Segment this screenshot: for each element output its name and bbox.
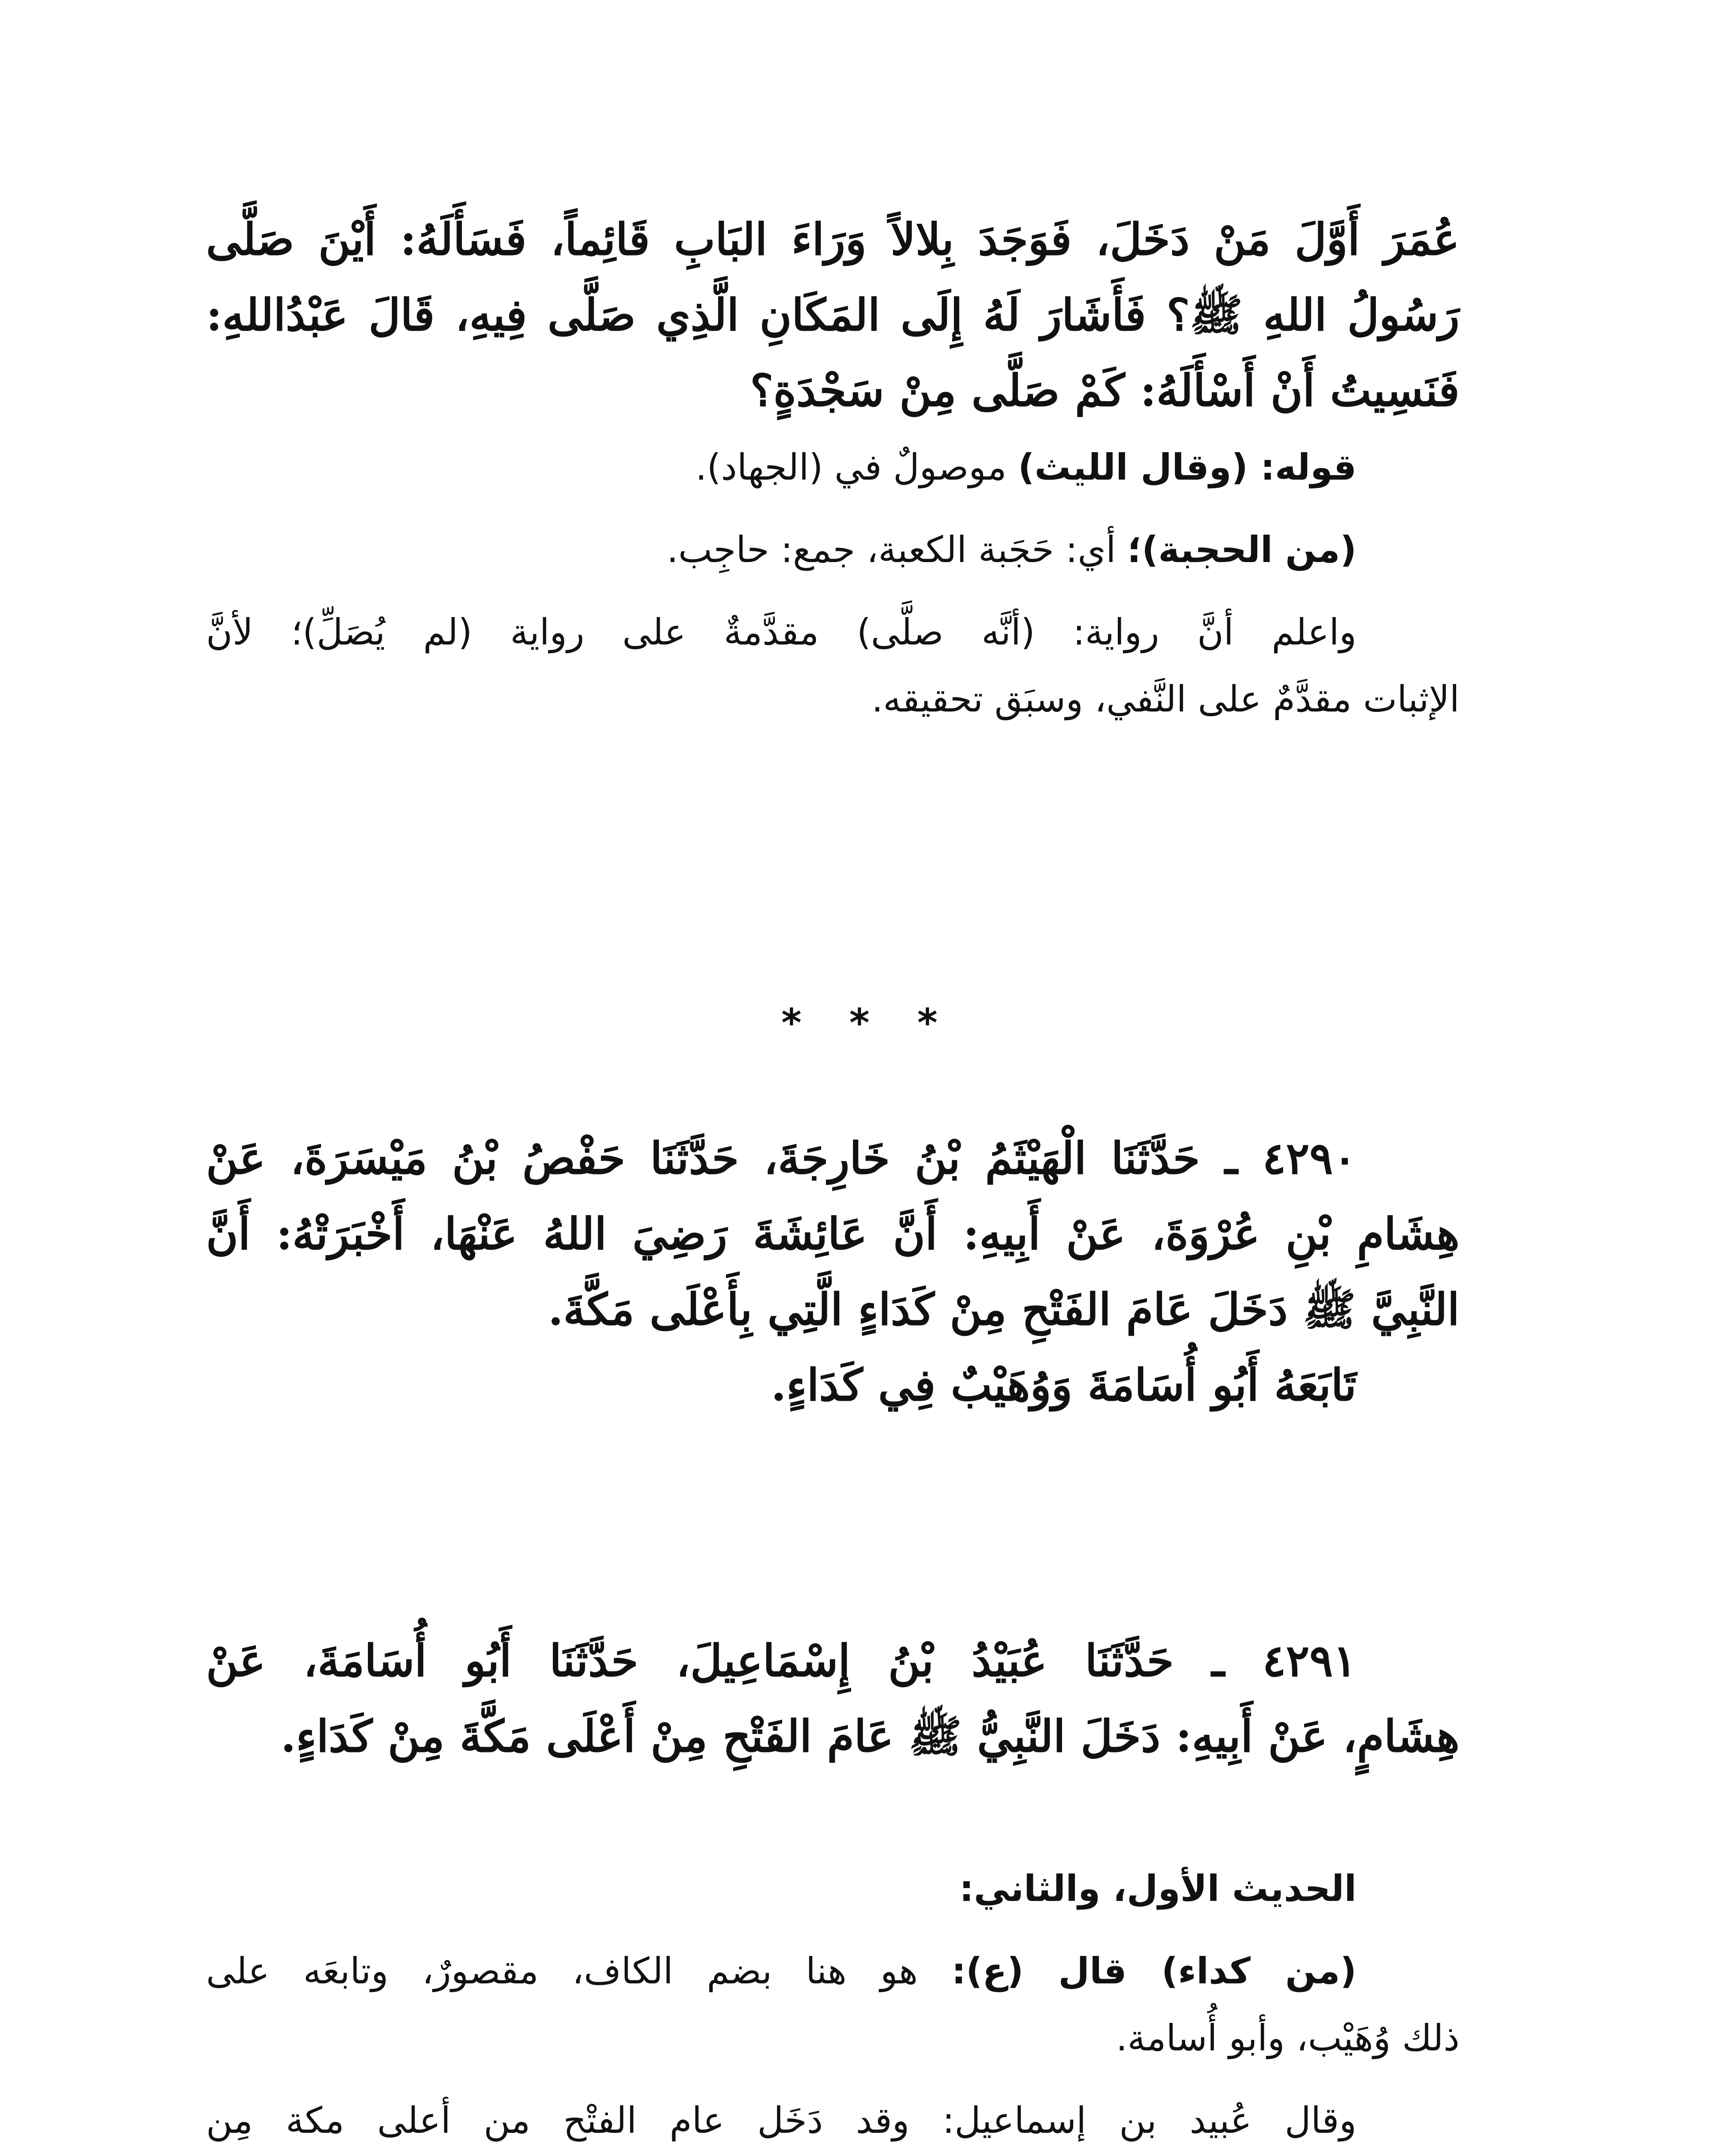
commentary-line: واعلم أنَّ رواية: (أنَّه صلَّى) مقدَّمةٌ على رواية (لم يُصَلِّ)؛ لأنَّ	[206, 611, 1357, 653]
commentary-line	[206, 434, 1460, 501]
commentary-line: وقال عُبيد بن إسماعيل: وقد دَخَل عام الفتْح من أعلى مكة مِن	[206, 2099, 1357, 2141]
hadith-4290	[206, 1121, 1460, 1423]
hadith-line: هِشَامِ بْنِ عُرْوَةَ، عَنْ أَبِيهِ: أَنَّ عَائِشَةَ رَضِيَ اللهُ عَنْهَا، أَخْبَرَتْهُ: أَنَّ	[206, 1208, 1460, 1260]
hadith-continuation	[206, 202, 1460, 429]
hadith-line: عُمَرَ أَوَّلَ مَنْ دَخَلَ، فَوَجَدَ بِلالاً وَرَاءَ البَابِ قَائِماً، فَسَأَلَهُ: أَيْنَ صَلَّى	[206, 214, 1460, 265]
commentary-block-2	[206, 1855, 1460, 2147]
hadith-follow-up: تَابَعَهُ أَبُو أُسَامَةَ وَوُهَيْبٌ فِي كَدَاءٍ.	[771, 1359, 1357, 1411]
hadith-line: فَنَسِيتُ أَنْ أَسْأَلَهُ: كَمْ صَلَّى مِنْ سَجْدَةٍ؟	[750, 365, 1460, 417]
commentary-text: هو هنا بضم الكاف، مقصورٌ، وتابعَه على	[206, 1950, 952, 1992]
commentary-text: أي: حَجَبة الكعبة، جمع: حاجِب.	[667, 529, 1128, 571]
commentary-lead: (من الحجبة)؛	[1127, 529, 1357, 571]
commentary-line: ذلك وُهَيْب، وأبو أُسامة.	[1116, 2017, 1460, 2059]
commentary-line	[206, 1937, 1460, 2004]
commentary-block-1	[206, 434, 1460, 733]
hadith-line: رَسُولُ اللهِ ﷺ؟ فَأَشَارَ لَهُ إِلَى المَكَانِ الَّذِي صَلَّى فِيهِ، قَالَ عَبْدُاللهِ:	[206, 289, 1460, 341]
commentary-text: موصولٌ في (الجهاد).	[695, 446, 1018, 488]
hadith-4291	[206, 1623, 1460, 1774]
section-separator: * * *	[781, 1001, 955, 1046]
commentary-lead: (من كداء) قال (ع):	[951, 1950, 1357, 1992]
hadith-line: ٤٢٩١ ـ حَدَّثَنَا عُبَيْدُ بْنُ إِسْمَاعِيلَ، حَدَّثَنَا أَبُو أُسَامَةَ، عَنْ	[206, 1635, 1357, 1687]
commentary-heading: الحديث الأول، والثاني:	[959, 1867, 1357, 1910]
hadith-line: النَّبِيَّ ﷺ دَخَلَ عَامَ الفَتْحِ مِنْ كَدَاءٍ الَّتِي بِأَعْلَى مَكَّةَ.	[548, 1284, 1460, 1335]
commentary-line	[206, 516, 1460, 583]
hadith-line: ٤٢٩٠ ـ حَدَّثَنَا الْهَيْثَمُ بْنُ خَارِجَةَ، حَدَّثَنَا حَفْصُ بْنُ مَيْسَرَةَ، عَنْ	[206, 1133, 1357, 1184]
hadith-line: هِشَامٍ، عَنْ أَبِيهِ: دَخَلَ النَّبِيُّ ﷺ عَامَ الفَتْحِ مِنْ أَعْلَى مَكَّةَ مِنْ كَدَاءٍ.	[280, 1711, 1460, 1762]
commentary-lead: قوله: (وقال الليث)	[1018, 446, 1357, 488]
commentary-line: الإثبات مقدَّمٌ على النَّفي، وسبَق تحقيقه.	[871, 678, 1460, 720]
